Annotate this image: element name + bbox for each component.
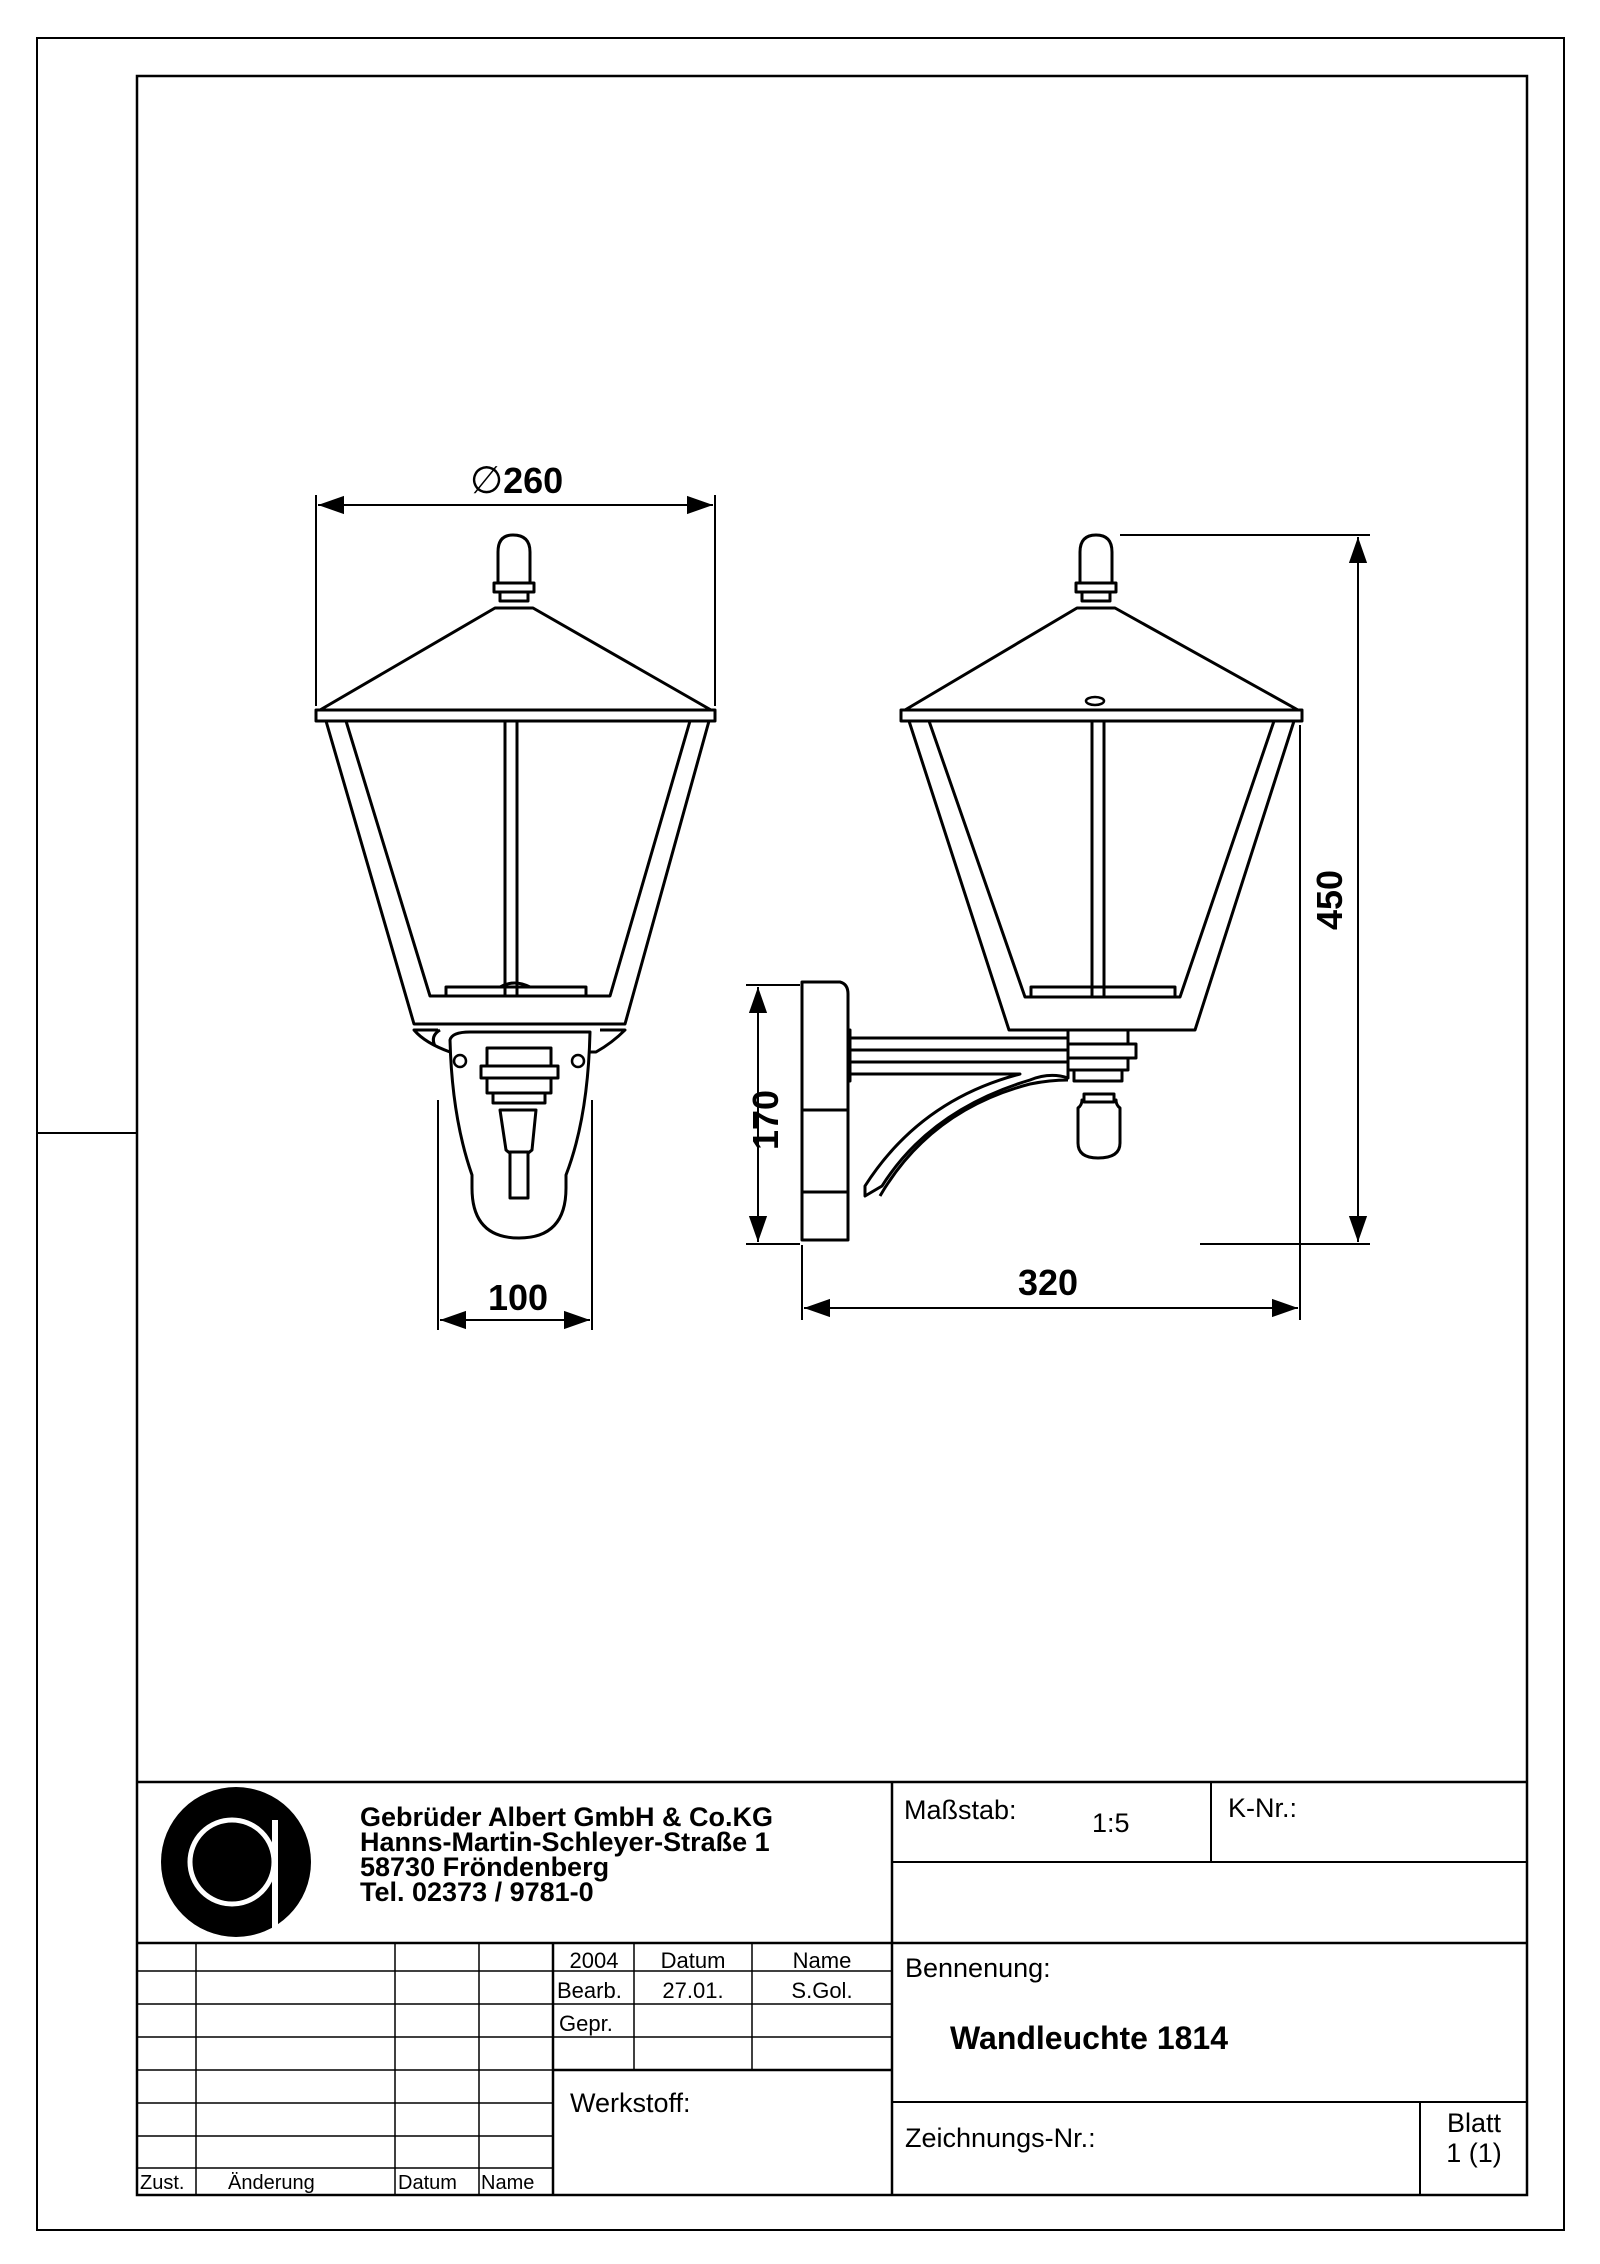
material-label: Werkstoff: bbox=[570, 2088, 691, 2118]
roof-side bbox=[905, 608, 1298, 710]
dimension-backplate-width: 100 bbox=[488, 1277, 549, 1318]
company-city: 58730 Fröndenberg bbox=[360, 1852, 610, 1882]
lamp-front-view bbox=[316, 535, 715, 1238]
drawing-number-label: Zeichnungs-Nr.: bbox=[905, 2123, 1096, 2153]
roof-front bbox=[320, 608, 711, 710]
company-logo bbox=[161, 1787, 311, 1937]
diameter-symbol: ∅ bbox=[470, 460, 504, 502]
scale-label: Maßstab: bbox=[904, 1795, 1017, 1825]
sheet-label: Blatt bbox=[1446, 2108, 1502, 2138]
finial-side bbox=[1080, 535, 1112, 583]
drawing-year: 2004 bbox=[569, 1948, 619, 1973]
drawn-date: 27.01. bbox=[662, 1978, 724, 2003]
dimension-diameter bbox=[470, 462, 563, 500]
company-name: Gebrüder Albert GmbH & Co.KG bbox=[360, 1802, 774, 1832]
dimension-height: 450 bbox=[1309, 869, 1350, 930]
scale-value: 1:5 bbox=[1092, 1808, 1130, 1838]
revision-date-header: Datum bbox=[398, 2172, 457, 2194]
revision-name-header: Name bbox=[481, 2172, 535, 2194]
drawn-name: S.Gol. bbox=[791, 1978, 853, 2003]
sheet-value: 1 (1) bbox=[1446, 2138, 1502, 2168]
finial-front bbox=[498, 535, 530, 583]
lamp-side-view bbox=[802, 535, 1302, 1240]
company-address bbox=[360, 1802, 774, 1907]
roof-rim-side bbox=[901, 710, 1302, 721]
designation-value: Wandleuchte 1814 bbox=[950, 2020, 1229, 2056]
dimension-backplate-height: 170 bbox=[745, 1089, 786, 1150]
checked-label: Gepr. bbox=[559, 2011, 613, 2036]
dimension-projection: 320 bbox=[1018, 1262, 1079, 1303]
diameter-value: 260 bbox=[503, 460, 564, 501]
revision-change-header: Änderung bbox=[228, 2172, 315, 2194]
roof-rim-front bbox=[316, 710, 715, 721]
company-street: Hanns-Martin-Schleyer-Straße 1 bbox=[360, 1827, 770, 1857]
drawn-label: Bearb. bbox=[557, 1978, 622, 2003]
designation-label: Bennenung: bbox=[905, 1953, 1051, 1983]
company-phone: Tel. 02373 / 9781-0 bbox=[360, 1877, 594, 1907]
k-nr-label: K-Nr.: bbox=[1228, 1793, 1298, 1823]
revision-state-header: Zust. bbox=[140, 2172, 185, 2194]
name-header: Name bbox=[792, 1948, 852, 1973]
date-header: Datum bbox=[660, 1948, 726, 1973]
